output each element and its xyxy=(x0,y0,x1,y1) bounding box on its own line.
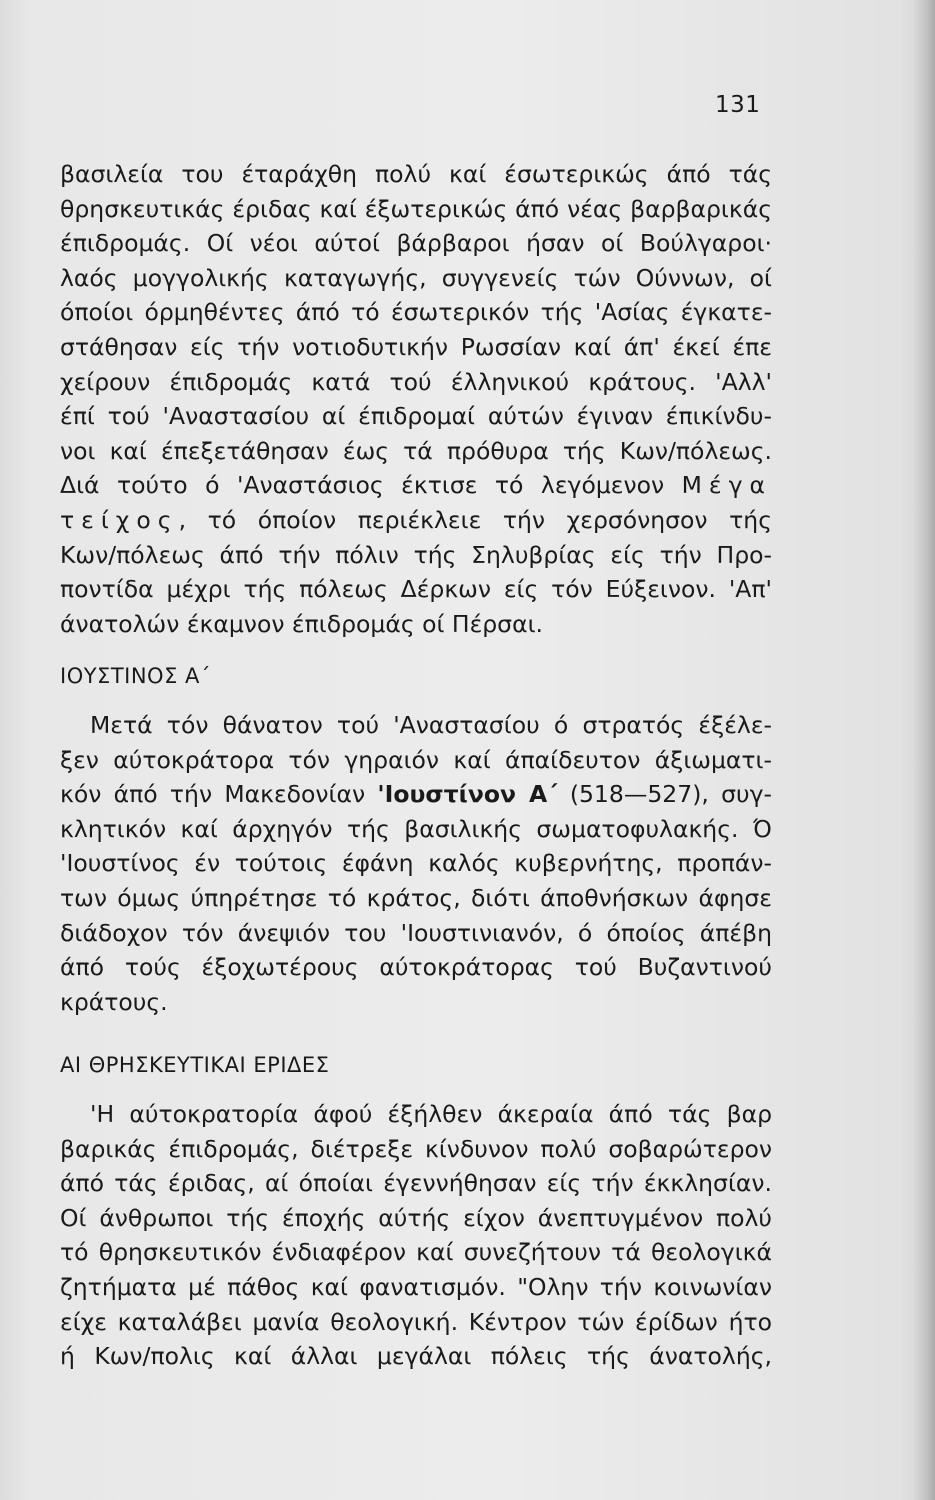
section-heading-justin: ΙΟΥΣΤΙΝΟΣ Α΄ xyxy=(60,664,211,688)
text-line: κλητικόν καί άρχηγόν τής βασιλικής σωματοφυλακής. Ό xyxy=(60,814,772,843)
text-line: Κων/πόλεως άπό τήν πόλιν τής Σηλυβρίας είς τήν Προ- xyxy=(60,540,772,569)
text-line: λαός μογγολικής καταγωγής, συγγενείς τών Ούννων, οί xyxy=(60,263,772,292)
text-line xyxy=(60,468,772,503)
text-segment: Διά τούτο ό 'Αναστάσιος έκτισε τό λεγόμενον xyxy=(60,471,665,500)
text-line: των όμως ύπηρέτησε τό κράτος, διότι άποθνήσκων άφησε xyxy=(60,883,772,912)
section-heading-religious-disputes: ΑΙ ΘΡΗΣΚΕΥΤΙΚΑΙ ΕΡΙΔΕΣ xyxy=(60,1053,330,1077)
text-line: έπί τού 'Αναστασίου αί έπιδρομαί αύτών έγιναν έπικίνδυ- xyxy=(60,402,772,431)
page-edge-shadow xyxy=(913,0,935,1500)
text-line: βαρικάς έπιδρομάς, διέτρεξε κίνδυνον πολύ σοβαρώτερον xyxy=(60,1134,772,1163)
text-line: τό θρησκευτικόν ένδιαφέρον καί συνεζήτουν τά θεολογικά xyxy=(60,1238,772,1267)
paragraph-religious-disputes xyxy=(60,1097,772,1374)
text-line: χείρουν έπιδρομάς κατά τού έλληνικού κράτους. 'Αλλ' xyxy=(60,367,772,396)
text-segment: κόν άπό τήν Μακεδονίαν xyxy=(60,780,366,809)
text-line: 'Η αύτοκρατορία άφού έξήλθεν άκεραία άπό τάς βαρ xyxy=(90,1100,772,1128)
text-line: στάθησαν είς τήν νοτιοδυτικήν Ρωσσίαν καί άπ' έκεί έπε xyxy=(60,332,772,361)
page-number: 131 xyxy=(715,92,761,118)
text-line: βασιλεία του έταράχθη πολύ καί έσωτερικώς άπό τάς xyxy=(60,160,772,188)
text-line xyxy=(60,503,772,538)
text-line: ποντίδα μέχρι τής πόλεως Δέρκων είς τόν Εύξεινον. 'Απ' xyxy=(60,575,772,604)
text-line: όποίοι όρμηθέντες άπό τό έσωτερικόν τής 'Ασίας έγκατε- xyxy=(60,298,772,327)
text-line: ή Κων/πολις καί άλλαι μεγάλαι πόλεις τής άνατολής, xyxy=(60,1342,772,1371)
text-line: είχε καταλάβει μανία θεολογική. Κέντρον τών έρίδων ήτο xyxy=(60,1307,772,1336)
text-line: ξεν αύτοκράτορα τόν γηραιόν καί άπαίδευτον άξιωματι- xyxy=(60,745,772,774)
text-line xyxy=(60,777,772,812)
text-line: νοι καί έπεξετάθησαν έως τά πρόθυρα τής Κων/πόλεως. xyxy=(60,436,772,465)
text-line: κράτους. xyxy=(60,987,168,1016)
text-line: Μετά τόν θάνατον τού 'Αναστασίου ό στρατός έξέλε- xyxy=(90,711,772,739)
text-segment: , τό όποίον περιέκλειε τήν χερσόνησον τής xyxy=(178,505,772,534)
paragraph-byzantine-invasions xyxy=(60,157,772,641)
text-line: θρησκευτικάς έριδας καί έξωτερικώς άπό νέας βαρβαρικάς xyxy=(60,194,772,223)
emperor-name: 'Ιουστίνον Α΄ xyxy=(377,780,558,809)
text-line: άπό τάς έριδας, αί όποίαι έγεννήθησαν είς τήν έκκλησίαν. xyxy=(60,1169,772,1198)
spaced-term: Μέγα xyxy=(681,471,772,500)
text-line: άπό τούς έξοχωτέρους αύτοκράτορας τού Βυζαντινού xyxy=(60,953,772,982)
text-line: Οί άνθρωποι τής έποχής αύτής είχον άνεπτυγμένον πολύ xyxy=(60,1203,772,1232)
text-line: έπιδρομάς. Οί νέοι αύτοί βάρβαροι ήσαν οί Βούλγαροι· xyxy=(60,229,772,258)
text-line: διάδοχον τόν άνεψιόν του 'Ιουστινιανόν, ό όποίος άπέβη xyxy=(60,918,772,947)
text-line: άνατολών έκαμνον έπιδρομάς οί Πέρσαι. xyxy=(60,609,543,638)
text-line: 'Ιουστίνος έν τούτοις έφάνη καλός κυβερνήτης, προπάν- xyxy=(60,849,772,878)
text-line: ζητήματα μέ πάθος καί φανατισμόν. "Ολην τήν κοινωνίαν xyxy=(60,1272,772,1301)
text-segment: (518—527), συγ- xyxy=(569,780,772,809)
spaced-term: τείχος xyxy=(60,505,179,534)
paragraph-justin xyxy=(60,708,772,1019)
